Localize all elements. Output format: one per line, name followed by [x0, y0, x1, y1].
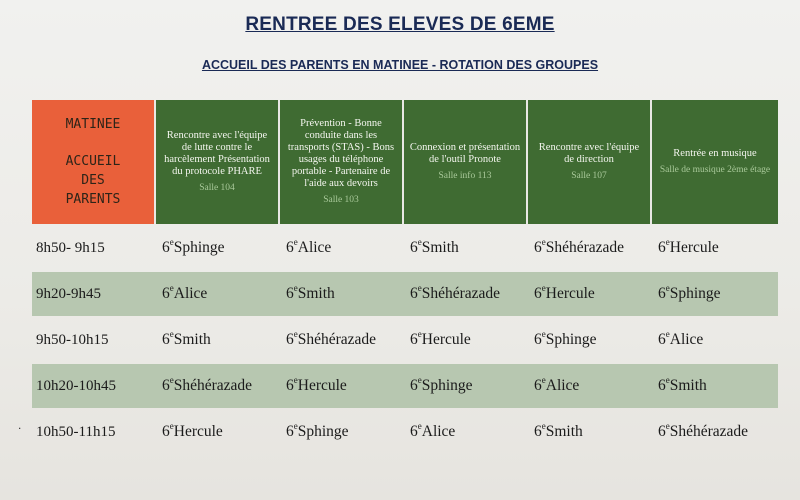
grade-number: 6 [286, 331, 294, 349]
grade-suffix: e [169, 375, 174, 386]
group-cell [156, 238, 280, 257]
grade-number: 6 [162, 423, 170, 441]
grade-number: 6 [658, 331, 666, 349]
group-cell [528, 376, 652, 395]
grade-suffix: e [665, 283, 670, 294]
grade-suffix: e [169, 329, 174, 340]
table-row [32, 364, 778, 408]
group-name: Sphinge [545, 331, 597, 349]
group-name: Shéhérazade [173, 377, 253, 395]
grade-suffix: e [169, 237, 174, 248]
grade-suffix: e [293, 421, 298, 432]
group-cell [404, 238, 528, 257]
group-name: Sphinge [173, 239, 225, 257]
header-musique-text: Rentrée en musique [673, 148, 757, 159]
grade-suffix: e [665, 237, 670, 248]
header-prevention-cell [280, 100, 404, 224]
page-title: RENTREE DES ELEVES DE 6EME [245, 14, 555, 35]
grade-suffix: e [541, 329, 546, 340]
group-name: Alice [297, 239, 332, 257]
group-name: Alice [421, 423, 456, 441]
group-cell [404, 284, 528, 303]
grade-suffix: e [541, 375, 546, 386]
group-cell [652, 284, 778, 303]
table-body [32, 224, 778, 454]
group-name: Hercule [173, 423, 223, 441]
grade-number: 6 [162, 285, 170, 303]
grade-number: 6 [162, 239, 170, 257]
grade-suffix: e [665, 375, 670, 386]
grade-number: 6 [658, 377, 666, 395]
grade-suffix: e [665, 329, 670, 340]
header-pronote-room: Salle info 113 [438, 171, 492, 181]
time-slot: 8h50- 9h15 [36, 239, 105, 256]
group-name: Shéhérazade [669, 423, 749, 441]
group-cell [528, 238, 652, 257]
rotation-table [32, 100, 778, 454]
group-name: Smith [297, 285, 335, 303]
group-name: Sphinge [421, 377, 473, 395]
grade-number: 6 [534, 423, 542, 441]
grade-suffix: e [417, 375, 422, 386]
grade-number: 6 [534, 285, 542, 303]
group-name: Smith [173, 331, 211, 349]
header-harcelement-text: Rencontre avec l'équipe de lutte contre le harcèlement Présentation du protocole PHARE [164, 130, 270, 177]
group-cell [280, 238, 404, 257]
header-direction-text: Rencontre avec l'équipe de direction [538, 142, 640, 165]
grade-number: 6 [410, 285, 418, 303]
group-cell [280, 422, 404, 441]
grade-suffix: e [169, 421, 174, 432]
group-name: Smith [421, 239, 459, 257]
group-cell [652, 330, 778, 349]
grade-number: 6 [534, 377, 542, 395]
table-header-row [32, 100, 778, 224]
group-cell [404, 330, 528, 349]
group-cell [280, 330, 404, 349]
group-cell [652, 238, 778, 257]
header-matinee-label: MATINEE [65, 117, 121, 132]
grade-number: 6 [658, 239, 666, 257]
group-cell [528, 284, 652, 303]
grade-suffix: e [293, 329, 298, 340]
group-cell [652, 422, 778, 441]
header-parents-label: PARENTS [65, 192, 121, 207]
group-name: Sphinge [297, 423, 349, 441]
group-name: Hercule [297, 377, 347, 395]
grade-number: 6 [658, 423, 666, 441]
table-row [32, 272, 778, 316]
group-cell [156, 422, 280, 441]
group-cell [280, 376, 404, 395]
grade-number: 6 [534, 239, 542, 257]
group-name: Hercule [669, 239, 719, 257]
grade-suffix: e [541, 283, 546, 294]
header-des-label: DES [81, 173, 105, 188]
grade-suffix: e [541, 237, 546, 248]
grade-number: 6 [410, 239, 418, 257]
group-cell [404, 422, 528, 441]
table-row [32, 318, 778, 362]
header-accueil-label: ACCUEIL [65, 154, 121, 169]
header-musique-room: Salle de musique 2ème étage [659, 165, 771, 175]
grade-number: 6 [162, 331, 170, 349]
grade-suffix: e [169, 283, 174, 294]
grade-number: 6 [410, 423, 418, 441]
grade-number: 6 [410, 331, 418, 349]
group-cell [652, 376, 778, 395]
header-prevention-text: Prévention - Bonne conduite dans les transports (STAS) - Bons usages du téléphone portable - Partenaire de l'aide aux devoirs [287, 118, 395, 189]
grade-number: 6 [658, 285, 666, 303]
grade-suffix: e [293, 237, 298, 248]
group-cell [156, 376, 280, 395]
table-row [32, 410, 778, 454]
grade-number: 6 [286, 423, 294, 441]
grade-suffix: e [417, 237, 422, 248]
grade-number: 6 [286, 239, 294, 257]
time-slot: 9h50-10h15 [36, 331, 109, 348]
group-name: Shéhérazade [421, 285, 501, 303]
bottom-mark: . [18, 418, 22, 432]
group-name: Alice [669, 331, 704, 349]
header-harcelement-cell [156, 100, 280, 224]
header-pronote-cell [404, 100, 528, 224]
grade-suffix: e [417, 421, 422, 432]
group-name: Shéhérazade [545, 239, 625, 257]
time-slot: 10h20-10h45 [36, 377, 116, 394]
group-cell [156, 284, 280, 303]
group-name: Smith [669, 377, 707, 395]
grade-suffix: e [541, 421, 546, 432]
table-row [32, 226, 778, 270]
grade-number: 6 [162, 377, 170, 395]
time-slot: 10h50-11h15 [36, 423, 116, 440]
group-cell [528, 422, 652, 441]
grade-number: 6 [534, 331, 542, 349]
group-cell [404, 376, 528, 395]
grade-number: 6 [286, 377, 294, 395]
grade-suffix: e [293, 375, 298, 386]
group-name: Alice [173, 285, 208, 303]
grade-number: 6 [410, 377, 418, 395]
grade-suffix: e [665, 421, 670, 432]
header-pronote-text: Connexion et présentation de l'outil Pronote [409, 142, 521, 165]
group-name: Smith [545, 423, 583, 441]
header-matinee-cell [32, 100, 156, 224]
group-name: Hercule [421, 331, 471, 349]
group-name: Sphinge [669, 285, 721, 303]
header-direction-room: Salle 107 [571, 171, 607, 181]
group-cell [156, 330, 280, 349]
grade-suffix: e [293, 283, 298, 294]
header-prevention-room: Salle 103 [323, 195, 359, 205]
time-slot: 9h20-9h45 [36, 285, 101, 302]
grade-number: 6 [286, 285, 294, 303]
header-direction-cell [528, 100, 652, 224]
grade-suffix: e [417, 329, 422, 340]
group-name: Alice [545, 377, 580, 395]
group-cell [528, 330, 652, 349]
page-subtitle: ACCUEIL DES PARENTS EN MATINEE - ROTATION DES GROUPES [201, 58, 599, 72]
header-musique-cell [652, 100, 778, 224]
group-cell [280, 284, 404, 303]
group-name: Shéhérazade [297, 331, 377, 349]
group-name: Hercule [545, 285, 595, 303]
header-harcelement-room: Salle 104 [199, 183, 235, 193]
grade-suffix: e [417, 283, 422, 294]
